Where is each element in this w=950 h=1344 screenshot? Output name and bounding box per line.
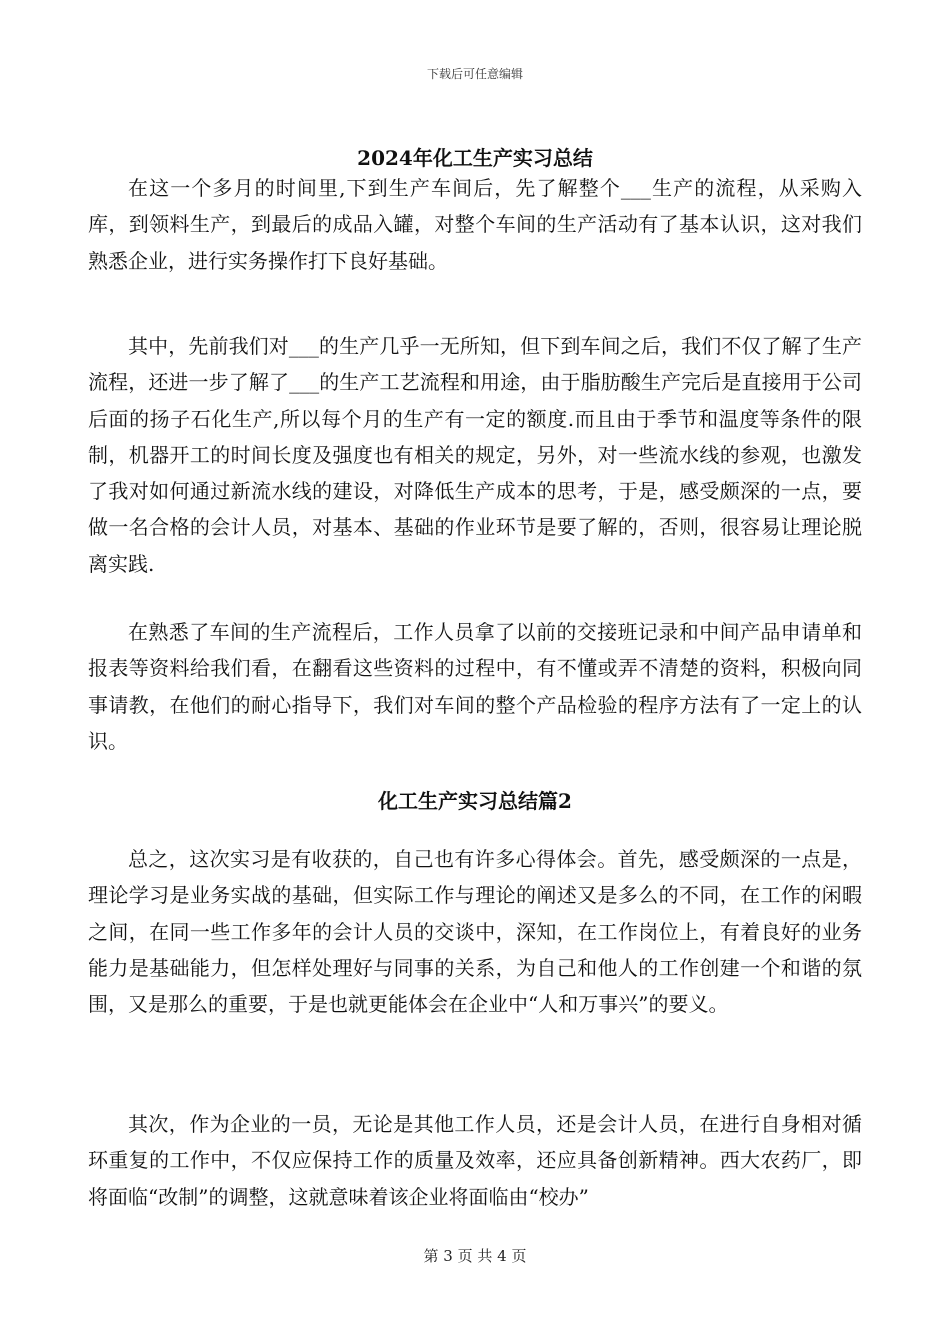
section-2-paragraph-1: 总之，这次实习是有收获的，自己也有许多心得体会。首先，感受颇深的一点是，理论学习是业务实战的基础，但实际工作与理论的阐述又是多么的不同，在工作的闲暇之间，在同一些工作多年的会计人员的交谈中，深知，在工作岗位上，有着良好的业务能力是基础能力，但怎样处理好与同事的关系，为自己和他人的工作创建一个和谐的氛围，又是那么的重要，于是也就更能体会在企业中“人和万事兴”的要义。 [88,847,862,1017]
page-header-note: 下载后可任意编辑 [426,67,523,81]
page-number-footer: 第 3 页 共 4 页 [423,1247,527,1265]
paragraph-3: 在熟悉了车间的生产流程后，工作人员拿了以前的交接班记录和中间产品申请单和报表等资料给我们看，在翻看这些资料的过程中，有不懂或弄不清楚的资料，积极向同事请教，在他们的耐心指导下，我们对车间的整个产品检验的程序方法有了一定上的认识。 [88,620,862,753]
paragraph-1: 在这一个多月的时间里,下到生产车间后，先了解整个___生产的流程，从采购入库，到领料生产，到最后的成品入罐，对整个车间的生产活动有了基本认识，这对我们熟悉企业，进行实务操作打下良好基础。 [88,176,862,273]
paragraph-2: 其中，先前我们对___的生产几乎一无所知，但下到车间之后，我们不仅了解了生产流程，还进一步了解了___的生产工艺流程和用途，由于脂肪酸生产完后是直接用于公司后面的扬子石化生产,所以每个月的生产有一定的额度.而且由于季节和温度等条件的限制，机器开工的时间长度及强度也有相关的规定，另外，对一些流水线的参观，也激发了我对如何通过新流水线的建设，对降低生产成本的思考，于是，感受颇深的一点，要做一名合格的会计人员，对基本、基础的作业环节是要了解的，否则，很容易让理论脱离实践. [88,334,862,576]
section-2-paragraph-2: 其次，作为企业的一员，无论是其他工作人员，还是会计人员，在进行自身相对循环重复的工作中，不仅应保持工作的质量及效率，还应具备创新精神。西大农药厂，即将面临“改制”的调整，这就意味着该企业将面临由“校办” [88,1112,862,1209]
section-2-title: 化工生产实习总结篇2 [378,789,572,813]
document-title: 2024年化工生产实习总结 [357,146,593,170]
